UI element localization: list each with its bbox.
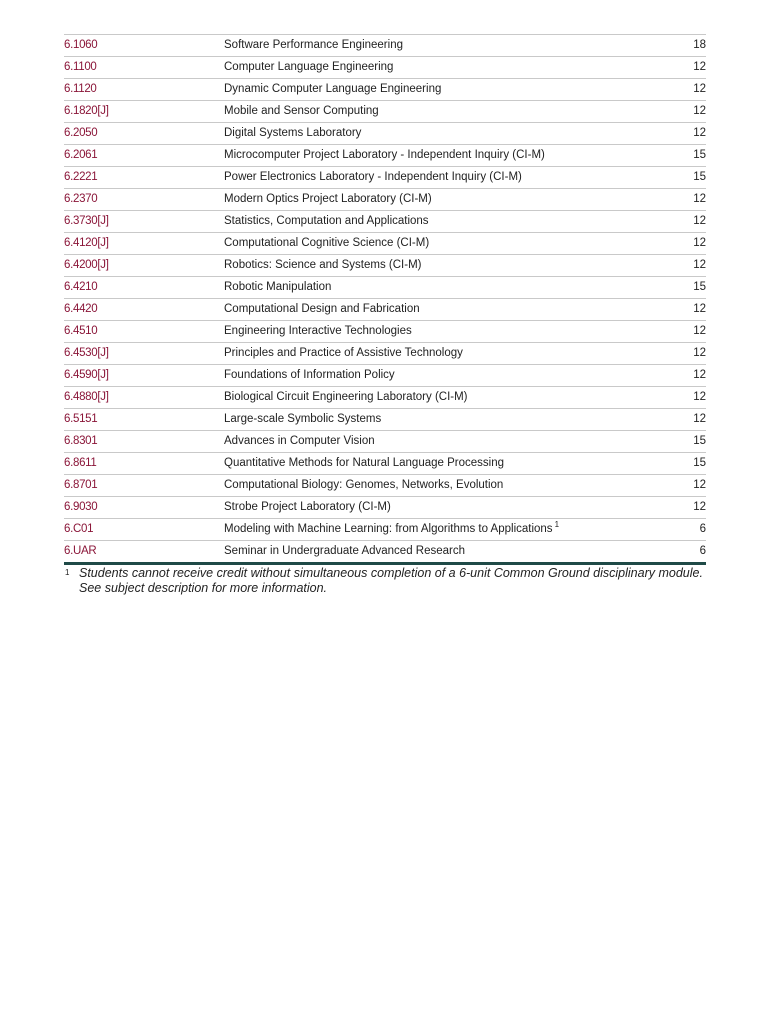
course-title: Seminar in Undergraduate Advanced Research <box>224 545 466 557</box>
footnote <box>64 566 706 596</box>
course-title: Biological Circuit Engineering Laboratory (CI-M) <box>224 391 468 403</box>
table-row <box>64 211 706 233</box>
course-number-link[interactable]: 6.4120[J] <box>64 237 109 249</box>
course-number-link[interactable]: 6.4530[J] <box>64 347 109 359</box>
course-units: 12 <box>693 215 706 227</box>
course-number-link[interactable]: 6.4200[J] <box>64 259 109 271</box>
course-units: 15 <box>693 457 706 469</box>
course-title: Digital Systems Laboratory <box>224 127 362 139</box>
course-number-link[interactable]: 6.4590[J] <box>64 369 109 381</box>
course-number-link[interactable]: 6.2370 <box>64 193 98 205</box>
course-units: 12 <box>693 325 706 337</box>
table-row <box>64 343 706 365</box>
table-row <box>64 453 706 475</box>
course-units: 15 <box>693 149 706 161</box>
course-units: 12 <box>693 369 706 381</box>
course-units: 12 <box>693 479 706 491</box>
course-units: 12 <box>693 347 706 359</box>
course-title: Engineering Interactive Technologies <box>224 325 412 337</box>
course-number-link[interactable]: 6.4210 <box>64 281 98 293</box>
course-title: Dynamic Computer Language Engineering <box>224 83 442 95</box>
course-title: Modern Optics Project Laboratory (CI-M) <box>224 193 432 205</box>
course-units: 12 <box>693 105 706 117</box>
course-number-link[interactable]: 6.4880[J] <box>64 391 109 403</box>
course-number-link[interactable]: 6.8301 <box>64 435 98 447</box>
course-number-link[interactable]: 6.4420 <box>64 303 98 315</box>
table-row <box>64 431 706 453</box>
course-title: Computational Biology: Genomes, Networks, Evolution <box>224 479 504 491</box>
course-units: 15 <box>693 171 706 183</box>
course-number-link[interactable]: 6.3730[J] <box>64 215 109 227</box>
course-number-link[interactable]: 6.9030 <box>64 501 98 513</box>
course-table <box>64 34 706 565</box>
course-number-link[interactable]: 6.8701 <box>64 479 98 491</box>
course-title: Modeling with Machine Learning: from Algorithms to Applications <box>224 523 553 535</box>
course-title: Foundations of Information Policy <box>224 369 395 381</box>
table-row <box>64 277 706 299</box>
table-row <box>64 475 706 497</box>
table-row <box>64 123 706 145</box>
footnote-marker: 1 <box>65 568 70 577</box>
course-units: 12 <box>693 127 706 139</box>
course-title: Computational Cognitive Science (CI-M) <box>224 237 430 249</box>
course-title: Mobile and Sensor Computing <box>224 105 379 117</box>
course-title: Statistics, Computation and Applications <box>224 215 429 227</box>
table-row <box>64 541 706 564</box>
table-row <box>64 101 706 123</box>
table-row <box>64 321 706 343</box>
table-row <box>64 519 706 541</box>
course-number-link[interactable]: 6.UAR <box>64 545 97 557</box>
course-title: Microcomputer Project Laboratory - Independent Inquiry (CI-M) <box>224 149 545 161</box>
course-number-link[interactable]: 6.2221 <box>64 171 98 183</box>
course-number-link[interactable]: 6.1100 <box>64 61 97 73</box>
course-list-page <box>64 34 706 596</box>
course-units: 15 <box>693 281 706 293</box>
course-units: 12 <box>693 61 706 73</box>
course-units: 15 <box>693 435 706 447</box>
course-title: Principles and Practice of Assistive Technology <box>224 347 463 359</box>
course-title: Quantitative Methods for Natural Language Processing <box>224 457 504 469</box>
footnote-reference: 1 <box>554 520 560 530</box>
table-row <box>64 409 706 431</box>
table-row <box>64 189 706 211</box>
table-row <box>64 35 706 57</box>
course-units: 12 <box>693 193 706 205</box>
course-number-link[interactable]: 6.1120 <box>64 83 97 95</box>
course-units: 12 <box>693 303 706 315</box>
course-units: 6 <box>699 523 706 535</box>
course-title: Strobe Project Laboratory (CI-M) <box>224 501 391 513</box>
footnote-text: Students cannot receive credit without simultaneous completion of a 6-unit Common Ground disciplinary module. See subject description for more information. <box>79 566 703 595</box>
course-title-with-footnote <box>224 519 654 541</box>
course-title: Computational Design and Fabrication <box>224 303 420 315</box>
course-number-link[interactable]: 6.1820[J] <box>64 105 109 117</box>
course-units: 18 <box>693 39 706 51</box>
course-title: Robotic Manipulation <box>224 281 332 293</box>
table-row <box>64 255 706 277</box>
course-number-link[interactable]: 6.2061 <box>64 149 98 161</box>
course-units: 12 <box>693 391 706 403</box>
course-title: Robotics: Science and Systems (CI-M) <box>224 259 422 271</box>
course-title: Power Electronics Laboratory - Independent Inquiry (CI-M) <box>224 171 522 183</box>
course-number-link[interactable]: 6.5151 <box>64 413 98 425</box>
course-units: 12 <box>693 413 706 425</box>
table-row <box>64 233 706 255</box>
table-row <box>64 365 706 387</box>
course-number-link[interactable]: 6.4510 <box>64 325 98 337</box>
course-title: Computer Language Engineering <box>224 61 394 73</box>
course-units: 6 <box>699 545 706 557</box>
table-row <box>64 79 706 101</box>
course-units: 12 <box>693 501 706 513</box>
course-title: Large-scale Symbolic Systems <box>224 413 382 425</box>
course-number-link[interactable]: 6.C01 <box>64 523 94 535</box>
table-row <box>64 387 706 409</box>
course-number-link[interactable]: 6.1060 <box>64 39 98 51</box>
table-row <box>64 299 706 321</box>
course-units: 12 <box>693 259 706 271</box>
table-row <box>64 497 706 519</box>
course-units: 12 <box>693 237 706 249</box>
table-row <box>64 57 706 79</box>
table-row <box>64 145 706 167</box>
table-row <box>64 167 706 189</box>
course-number-link[interactable]: 6.8611 <box>64 457 97 469</box>
course-number-link[interactable]: 6.2050 <box>64 127 98 139</box>
course-title: Software Performance Engineering <box>224 39 403 51</box>
course-units: 12 <box>693 83 706 95</box>
course-title: Advances in Computer Vision <box>224 435 375 447</box>
